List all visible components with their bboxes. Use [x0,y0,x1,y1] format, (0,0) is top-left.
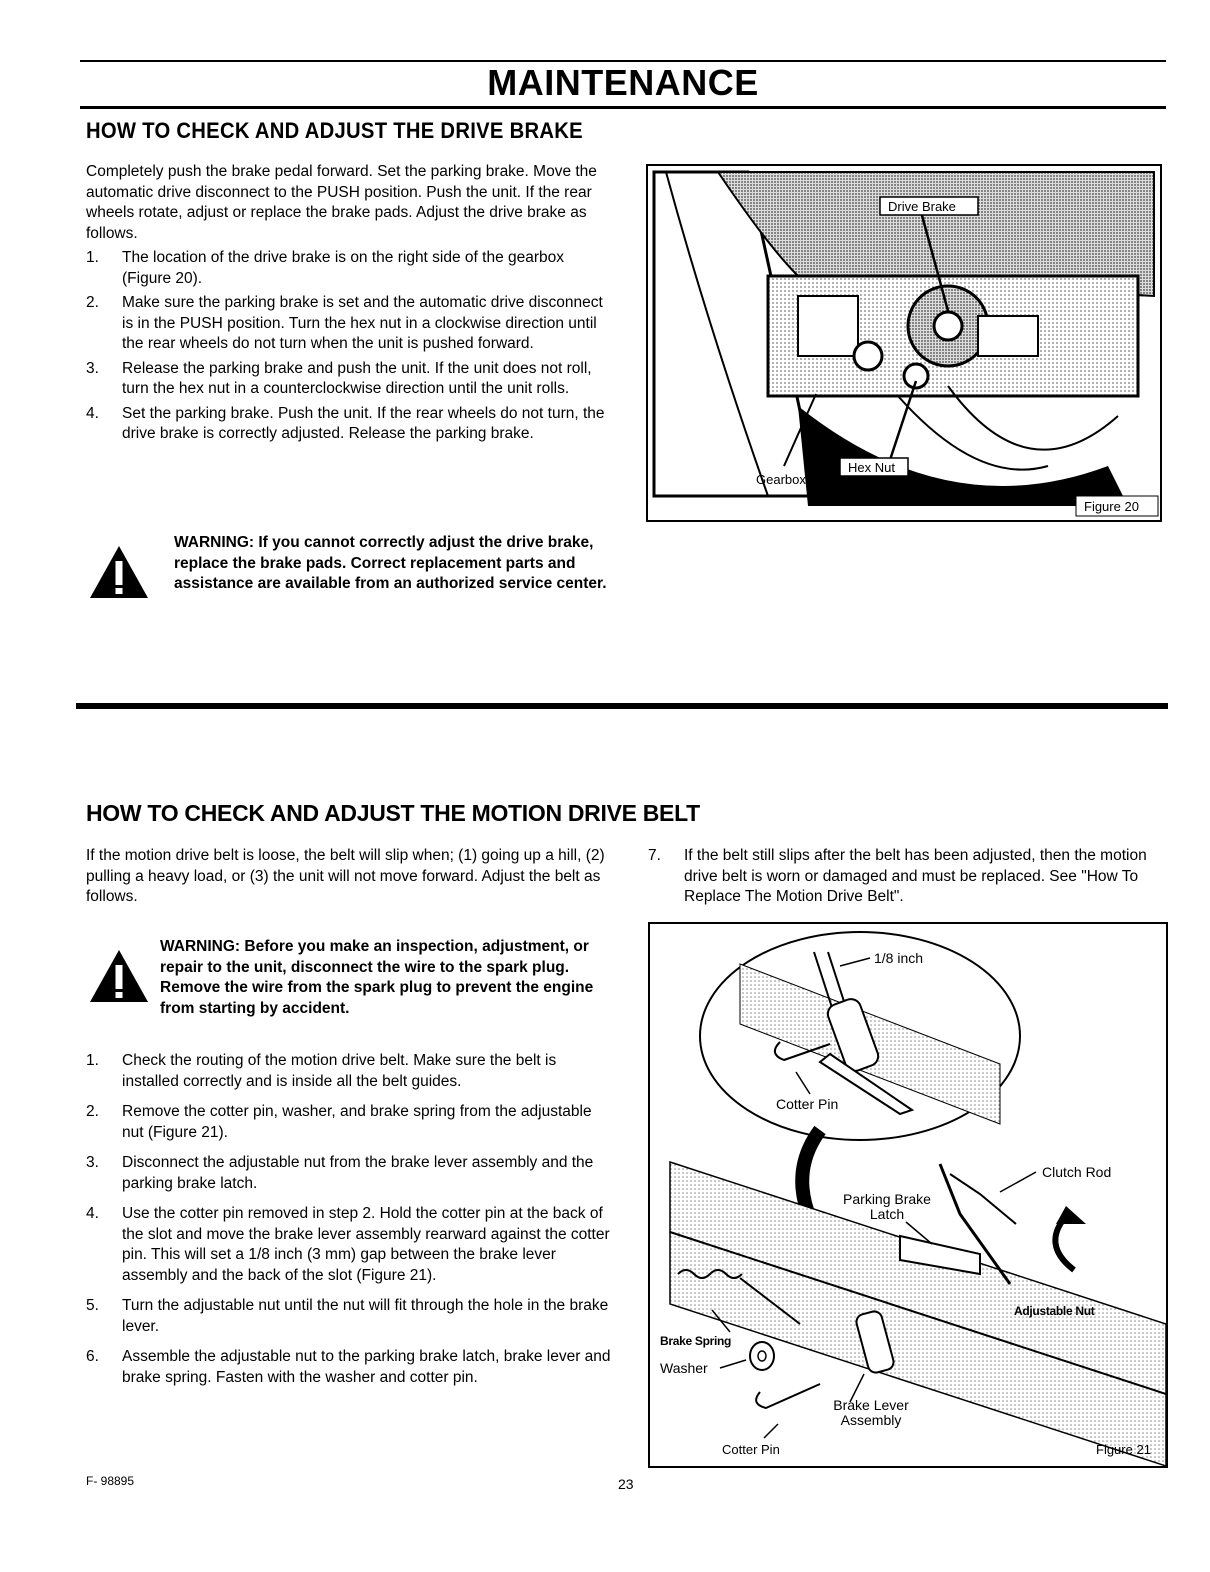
step-number: 4. [86,1205,99,1222]
label-adjustable-nut: Adjustable Nut [1014,1304,1095,1318]
label-gearbox: Gearbox [756,472,806,487]
figure-20 [646,164,1162,522]
list-item [648,846,1168,908]
warning-triangle-icon [88,948,150,1004]
label-washer: Washer [660,1360,708,1376]
list-item [86,404,612,445]
step-number: 4. [86,404,99,422]
step-number: 3. [86,1154,99,1171]
step-text: If the belt still slips after the belt has been adjusted, then the motion drive belt is worn or damaged and must be replaced. See "How To Replace The Motion Drive Belt". [684,847,1147,905]
figure-21 [648,922,1168,1468]
label-gap: 1/8 inch [874,950,924,966]
step-number: 7. [648,847,661,864]
list-item [86,359,612,400]
list-item [86,248,612,289]
section2-warning: WARNING: Before you make an inspection, adjustment, or repair to the unit, disconnect the wire to the spark plug. Remove the wire from the spark plug to prevent the engine from starting by accident. [160,938,594,1017]
label-brake-lever-assembly: Brake Lever Assembly [833,1397,909,1428]
list-item [86,1204,614,1286]
step-text: Make sure the parking brake is set and the automatic drive disconnect is in the PUSH position. Turn the hex nut in a clockwise direction until the rear wheels do not turn when the unit is pushed forward. [122,294,603,352]
section2-heading: HOW TO CHECK AND ADJUST THE MOTION DRIVE BELT [86,800,700,826]
step-number: 2. [86,1103,99,1120]
step-number: 6. [86,1348,99,1365]
step-text: Check the routing of the motion drive belt. Make sure the belt is installed correctly and is inside all the belt guides. [122,1052,557,1090]
list-item [86,1296,614,1337]
step-number: 1. [86,1052,99,1069]
step-number: 3. [86,359,99,377]
section1-warning: WARNING: If you cannot correctly adjust the drive brake, replace the brake pads. Correct replacement parts and assistance are available from an authorized service center. [174,534,607,592]
step-text: Disconnect the adjustable nut from the brake lever assembly and the parking brake latch. [122,1154,594,1192]
section1-intro-text: Completely push the brake pedal forward. Set the parking brake. Move the automatic drive disconnect to the PUSH position. Push the unit. If the rear wheels rotate, adjust or replace the brake pads. Adjust the drive brake as follows. [86,163,597,242]
title-underline [80,106,1166,109]
step-number: 5. [86,1297,99,1314]
section-divider [76,703,1168,709]
list-item [86,1153,614,1194]
step-text: Set the parking brake. Push the unit. If the rear wheels do not turn, the drive brake is correctly adjusted. Release the parking brake. [122,404,605,442]
footer-code: F- 98895 [86,1474,135,1488]
step-text: The location of the drive brake is on the right side of the gearbox (Figure 20). [122,249,565,287]
step-text: Turn the adjustable nut until the nut will fit through the hole in the brake lever. [122,1297,609,1335]
section2-intro-text: If the motion drive belt is loose, the belt will slip when; (1) going up a hill, (2) pulling a heavy load, or (3) the unit will not move forward. Adjust the belt as follows. [86,847,605,905]
step-text: Remove the cotter pin, washer, and brake spring from the adjustable nut (Figure 21). [122,1103,592,1141]
label-cotter-pin-top: Cotter Pin [776,1096,839,1112]
label-drive-brake: Drive Brake [888,199,956,214]
list-item [86,1102,614,1143]
figure-20-illustration [648,166,1160,520]
label-cotter-pin-bottom: Cotter Pin [722,1442,780,1457]
step-text: Use the cotter pin removed in step 2. Hold the cotter pin at the back of the slot and move the brake lever assembly rearward against the cotter pin. This will set a 1/8 inch (3 mm) gap between the brake lever assembly and the back of the slot (Figure 21). [122,1205,610,1284]
list-item [86,1051,614,1092]
section2-step7 [648,846,1168,908]
warning-triangle-icon [88,544,150,600]
section1-intro [86,162,612,244]
label-clutch-rod: Clutch Rod [1042,1164,1112,1180]
section1-steps [86,248,612,445]
label-brake-spring: Brake Spring [660,1334,732,1348]
list-item [86,293,612,355]
page-title: MAINTENANCE [487,62,759,103]
section2-steps [86,1051,614,1388]
step-number: 2. [86,294,99,311]
section2-intro [86,846,614,908]
step-text: Release the parking brake and push the unit. If the unit does not roll, turn the hex nut in a counterclockwise direction until the unit rolls. [122,359,592,397]
figure-20-caption: Figure 20 [1084,499,1139,514]
step-number: 1. [86,249,99,266]
section1-heading: HOW TO CHECK AND ADJUST THE DRIVE BRAKE [86,118,583,143]
label-parking-brake-latch: Parking Brake Latch [843,1191,931,1222]
step-text: Assemble the adjustable nut to the parking brake latch, brake lever and brake spring. Fasten with the washer and cotter pin. [122,1348,611,1386]
list-item [86,1347,614,1388]
figure-21-caption: Figure 21 [1096,1442,1151,1457]
label-hex-nut: Hex Nut [848,460,895,475]
page-number: 23 [618,1476,634,1492]
